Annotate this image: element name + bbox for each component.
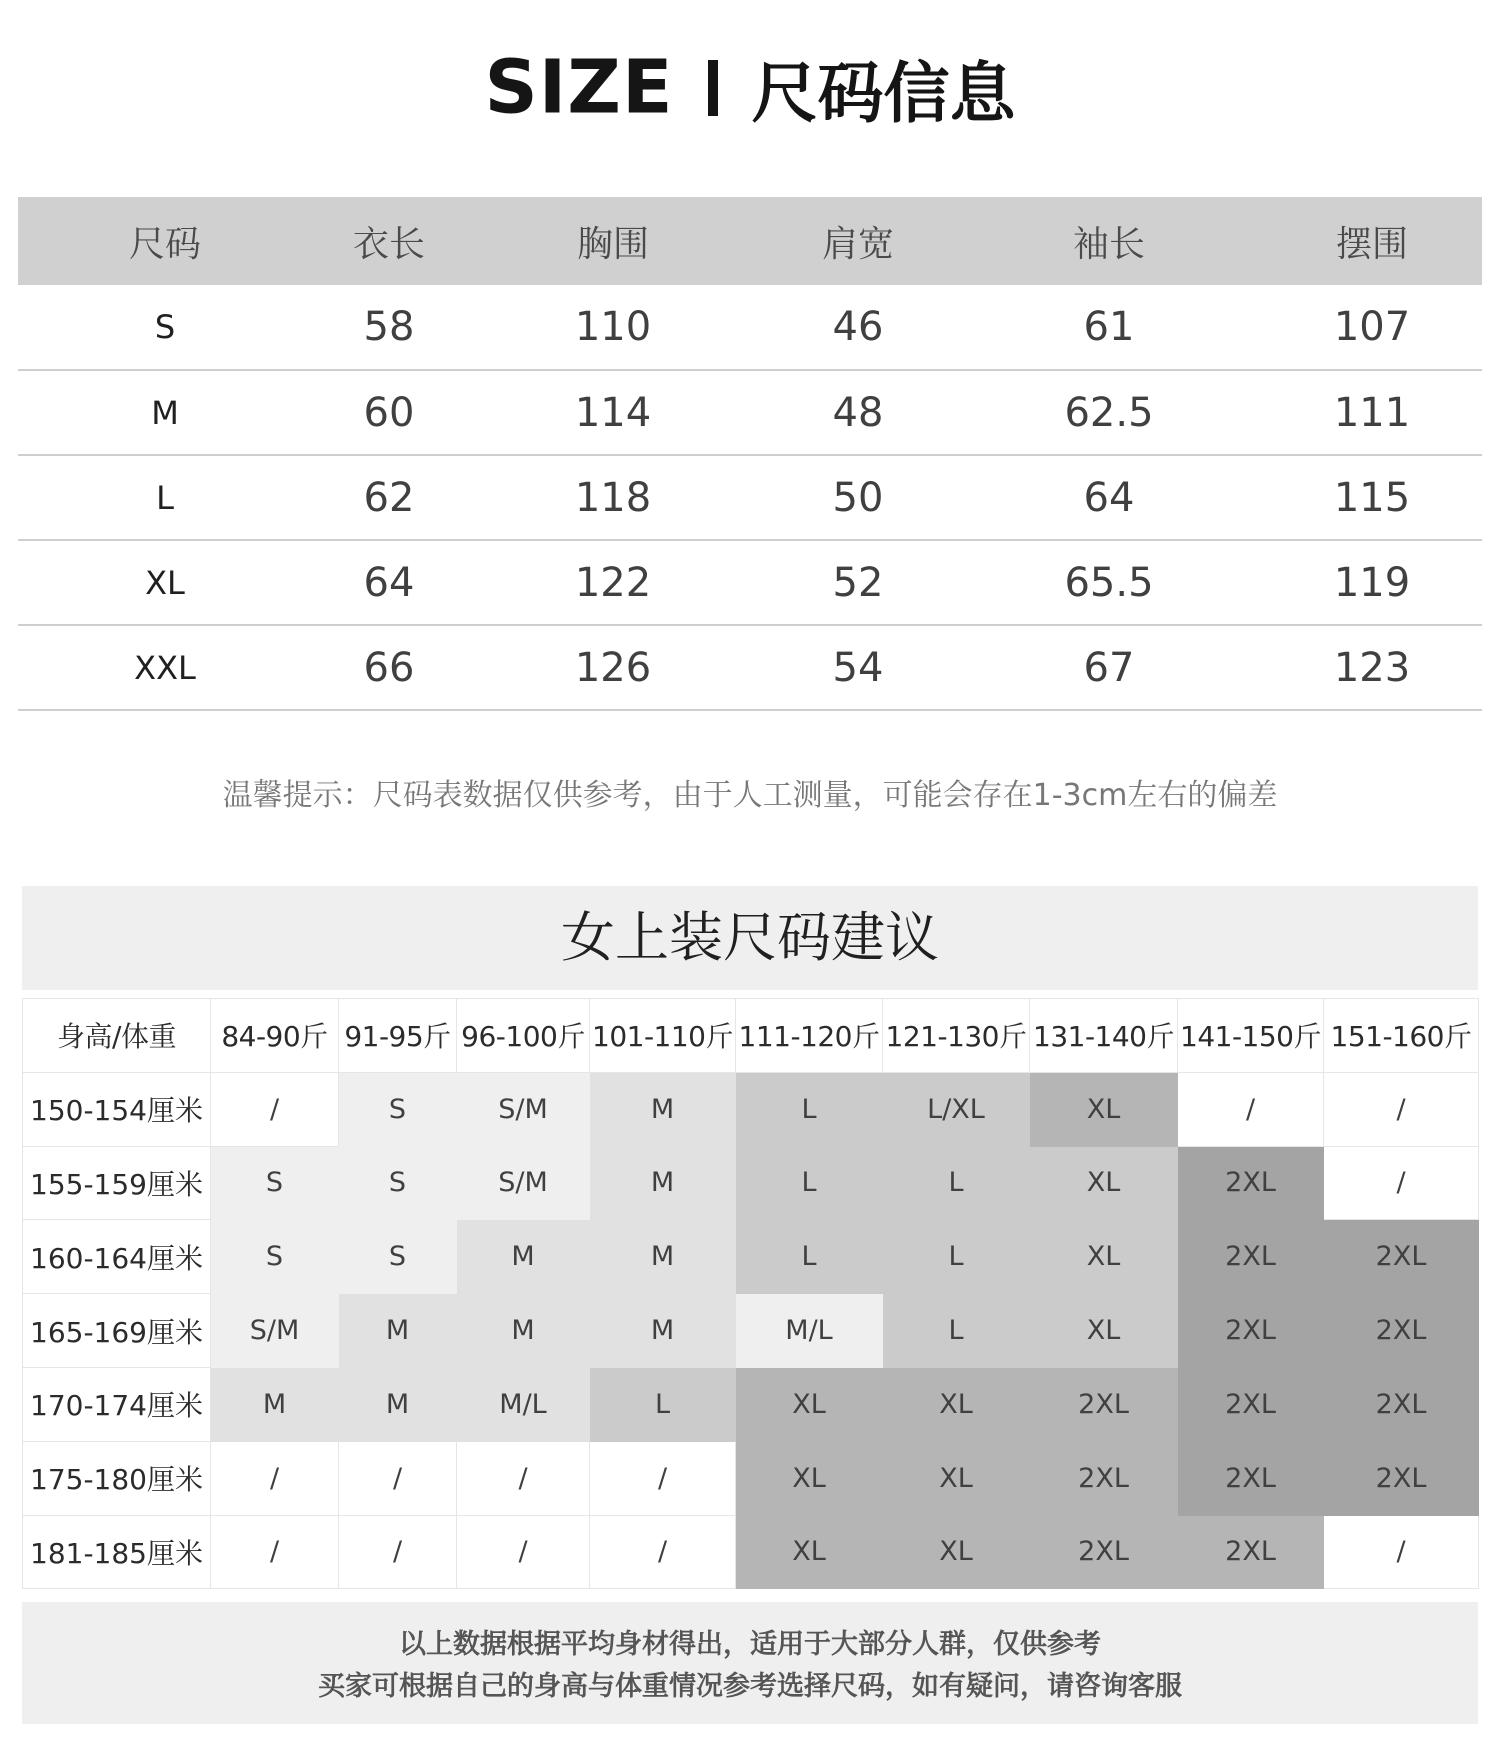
size-suggestion-cell: S bbox=[339, 1220, 457, 1294]
weight-header: 91-95斤 bbox=[339, 999, 457, 1073]
size-suggestion-cell: L bbox=[736, 1072, 883, 1146]
height-label: 150-154厘米 bbox=[23, 1072, 211, 1146]
weight-header: 151-160斤 bbox=[1324, 999, 1479, 1073]
length-cell: 64 bbox=[312, 540, 466, 625]
chest-cell: 110 bbox=[466, 285, 760, 370]
length-cell: 58 bbox=[312, 285, 466, 370]
size-suggestion-cell: 2XL bbox=[1030, 1515, 1178, 1589]
table-row bbox=[23, 1441, 1479, 1515]
sleeve-cell: 64 bbox=[956, 455, 1262, 540]
height-label: 160-164厘米 bbox=[23, 1220, 211, 1294]
recommendation-title: 女上装尺码建议 bbox=[22, 886, 1478, 990]
size-suggestion-cell: / bbox=[211, 1072, 339, 1146]
size-suggestion-cell: L/XL bbox=[883, 1072, 1030, 1146]
sleeve-cell: 65.5 bbox=[956, 540, 1262, 625]
size-suggestion-cell: 2XL bbox=[1030, 1441, 1178, 1515]
size-suggestion-cell: L bbox=[883, 1146, 1030, 1220]
col-header-hem: 摆围 bbox=[1262, 197, 1482, 285]
size-suggestion-cell: XL bbox=[883, 1515, 1030, 1589]
size-suggestion-cell: S/M bbox=[457, 1146, 590, 1220]
table-row bbox=[18, 625, 1482, 710]
title-en: SIZE bbox=[484, 44, 674, 131]
hem-cell: 111 bbox=[1262, 370, 1482, 455]
size-suggestion-cell: / bbox=[590, 1441, 736, 1515]
size-suggestion-cell: / bbox=[457, 1515, 590, 1589]
size-suggestion-cell: M bbox=[211, 1367, 339, 1441]
size-suggestion-cell: S/M bbox=[457, 1072, 590, 1146]
size-suggestion-cell: / bbox=[590, 1515, 736, 1589]
title-zh: 尺码信息 bbox=[751, 55, 1016, 132]
note-line-2: 买家可根据自己的身高与体重情况参考选择尺码，如有疑问，请咨询客服 bbox=[318, 1671, 1182, 1702]
table-row bbox=[23, 1072, 1479, 1146]
size-cell: XXL bbox=[18, 625, 312, 710]
table-row bbox=[18, 285, 1482, 370]
size-suggestion-cell: S/M bbox=[211, 1294, 339, 1368]
sleeve-cell: 61 bbox=[956, 285, 1262, 370]
size-suggestion-cell: 2XL bbox=[1178, 1515, 1324, 1589]
size-table-header bbox=[18, 197, 1482, 285]
size-cell: L bbox=[18, 455, 312, 540]
size-suggestion-cell: L bbox=[883, 1294, 1030, 1368]
size-suggestion-cell: 2XL bbox=[1178, 1367, 1324, 1441]
weight-header: 121-130斤 bbox=[883, 999, 1030, 1073]
weight-header: 131-140斤 bbox=[1030, 999, 1178, 1073]
size-cell: S bbox=[18, 285, 312, 370]
size-suggestion-cell: 2XL bbox=[1324, 1367, 1479, 1441]
col-header-length: 衣长 bbox=[312, 197, 466, 285]
size-suggestion-cell: M bbox=[457, 1294, 590, 1368]
size-cell: M bbox=[18, 370, 312, 455]
note-line-1: 以上数据根据平均身材得出，适用于大部分人群，仅供参考 bbox=[399, 1629, 1101, 1660]
hem-cell: 123 bbox=[1262, 625, 1482, 710]
size-suggestion-cell: 2XL bbox=[1324, 1294, 1479, 1368]
size-suggestion-cell: XL bbox=[883, 1441, 1030, 1515]
height-label: 155-159厘米 bbox=[23, 1146, 211, 1220]
size-suggestion-cell: L bbox=[736, 1220, 883, 1294]
weight-header: 96-100斤 bbox=[457, 999, 590, 1073]
weight-header: 101-110斤 bbox=[590, 999, 736, 1073]
size-suggestion-cell: / bbox=[339, 1515, 457, 1589]
size-suggestion-cell: XL bbox=[1030, 1146, 1178, 1220]
table-row bbox=[18, 455, 1482, 540]
size-suggestion-cell: 2XL bbox=[1178, 1220, 1324, 1294]
size-suggestion-cell: M bbox=[339, 1294, 457, 1368]
size-suggestion-cell: XL bbox=[736, 1367, 883, 1441]
size-suggestion-cell: / bbox=[339, 1441, 457, 1515]
size-suggestion-cell: 2XL bbox=[1324, 1220, 1479, 1294]
size-suggestion-cell: / bbox=[1324, 1515, 1479, 1589]
size-suggestion-cell: 2XL bbox=[1324, 1441, 1479, 1515]
hem-cell: 107 bbox=[1262, 285, 1482, 370]
corner-label: 身高/体重 bbox=[23, 999, 211, 1073]
size-suggestion-cell: / bbox=[211, 1515, 339, 1589]
size-suggestion-cell: M bbox=[590, 1294, 736, 1368]
chest-cell: 114 bbox=[466, 370, 760, 455]
hem-cell: 119 bbox=[1262, 540, 1482, 625]
sleeve-cell: 62.5 bbox=[956, 370, 1262, 455]
size-suggestion-cell: XL bbox=[736, 1515, 883, 1589]
shoulder-cell: 50 bbox=[760, 455, 956, 540]
size-suggestion-cell: XL bbox=[1030, 1294, 1178, 1368]
size-recommendation-section bbox=[22, 886, 1478, 1726]
shoulder-cell: 46 bbox=[760, 285, 956, 370]
col-header-shoulder: 肩宽 bbox=[760, 197, 956, 285]
height-label: 175-180厘米 bbox=[23, 1441, 211, 1515]
size-suggestion-cell: M bbox=[590, 1220, 736, 1294]
size-suggestion-cell: S bbox=[211, 1146, 339, 1220]
measurement-tip: 温馨提示：尺码表数据仅供参考，由于人工测量，可能会存在1-3cm左右的偏差 bbox=[222, 778, 1278, 813]
weight-header: 84-90斤 bbox=[211, 999, 339, 1073]
length-cell: 62 bbox=[312, 455, 466, 540]
size-suggestion-cell: M bbox=[590, 1072, 736, 1146]
height-label: 181-185厘米 bbox=[23, 1515, 211, 1589]
size-suggestion-cell: M/L bbox=[736, 1294, 883, 1368]
size-suggestion-cell: / bbox=[457, 1441, 590, 1515]
recommendation-grid bbox=[22, 998, 1479, 1589]
hem-cell: 115 bbox=[1262, 455, 1482, 540]
title-divider bbox=[708, 60, 718, 116]
size-suggestion-cell: L bbox=[883, 1220, 1030, 1294]
col-header-size: 尺码 bbox=[18, 197, 312, 285]
size-suggestion-cell: 2XL bbox=[1178, 1146, 1324, 1220]
height-label: 170-174厘米 bbox=[23, 1367, 211, 1441]
sleeve-cell: 67 bbox=[956, 625, 1262, 710]
size-suggestion-cell: S bbox=[339, 1072, 457, 1146]
weight-header: 111-120斤 bbox=[736, 999, 883, 1073]
size-suggestion-cell: M bbox=[457, 1220, 590, 1294]
weight-header-row bbox=[23, 999, 1479, 1073]
size-suggestion-cell: M/L bbox=[457, 1367, 590, 1441]
size-suggestion-cell: S bbox=[211, 1220, 339, 1294]
chest-cell: 126 bbox=[466, 625, 760, 710]
size-suggestion-cell: M bbox=[590, 1146, 736, 1220]
recommendation-note bbox=[22, 1602, 1478, 1724]
table-row bbox=[23, 1367, 1479, 1441]
table-row bbox=[23, 1294, 1479, 1368]
table-row bbox=[18, 540, 1482, 625]
size-suggestion-cell: L bbox=[736, 1146, 883, 1220]
size-suggestion-cell: / bbox=[211, 1441, 339, 1515]
size-suggestion-cell: XL bbox=[1030, 1220, 1178, 1294]
size-suggestion-cell: / bbox=[1178, 1072, 1324, 1146]
shoulder-cell: 48 bbox=[760, 370, 956, 455]
table-row bbox=[23, 1515, 1479, 1589]
size-suggestion-cell: XL bbox=[883, 1367, 1030, 1441]
shoulder-cell: 52 bbox=[760, 540, 956, 625]
table-row bbox=[18, 370, 1482, 455]
size-cell: XL bbox=[18, 540, 312, 625]
shoulder-cell: 54 bbox=[760, 625, 956, 710]
size-suggestion-cell: 2XL bbox=[1030, 1367, 1178, 1441]
size-suggestion-cell: 2XL bbox=[1178, 1294, 1324, 1368]
col-header-sleeve: 袖长 bbox=[956, 197, 1262, 285]
col-header-chest: 胸围 bbox=[466, 197, 760, 285]
table-row bbox=[23, 1220, 1479, 1294]
height-label: 165-169厘米 bbox=[23, 1294, 211, 1368]
size-suggestion-cell: XL bbox=[736, 1441, 883, 1515]
length-cell: 66 bbox=[312, 625, 466, 710]
size-suggestion-cell: L bbox=[590, 1367, 736, 1441]
page-header bbox=[0, 40, 1500, 140]
size-suggestion-cell: 2XL bbox=[1178, 1441, 1324, 1515]
size-suggestion-cell: M bbox=[339, 1367, 457, 1441]
size-suggestion-cell: / bbox=[1324, 1146, 1479, 1220]
chest-cell: 118 bbox=[466, 455, 760, 540]
size-suggestion-cell: / bbox=[1324, 1072, 1479, 1146]
size-table bbox=[18, 197, 1482, 711]
table-row bbox=[23, 1146, 1479, 1220]
weight-header: 141-150斤 bbox=[1178, 999, 1324, 1073]
size-suggestion-cell: S bbox=[339, 1146, 457, 1220]
length-cell: 60 bbox=[312, 370, 466, 455]
size-suggestion-cell: XL bbox=[1030, 1072, 1178, 1146]
chest-cell: 122 bbox=[466, 540, 760, 625]
